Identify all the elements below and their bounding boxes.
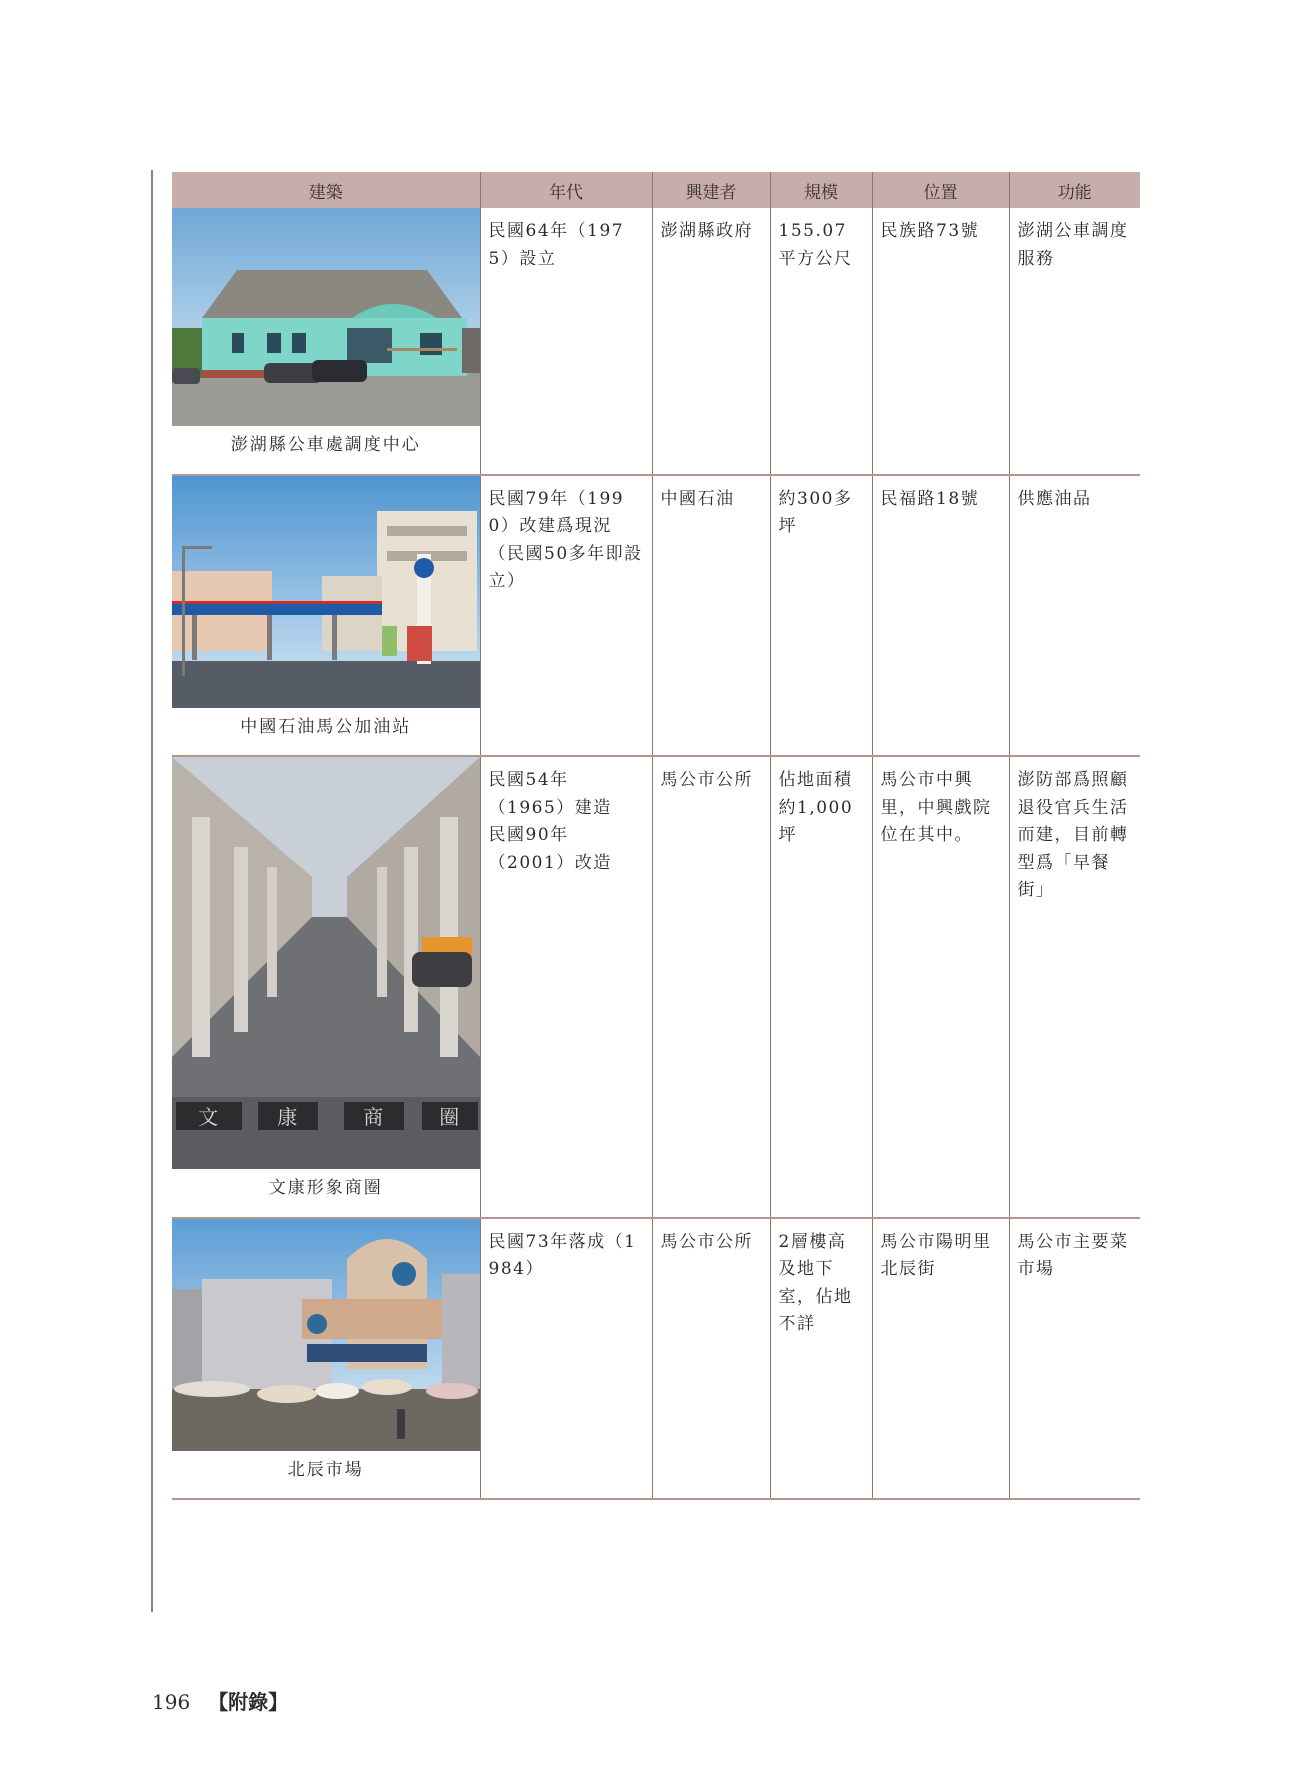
location-cell: 民族路73號: [872, 208, 1009, 475]
building-cell: [172, 208, 480, 475]
year-line: （2001）改造: [488, 852, 612, 873]
sign-char: 文: [198, 1105, 220, 1129]
function-cell: 供應油品: [1009, 475, 1140, 757]
bus-dispatch-center-photo: [172, 208, 480, 426]
function-cell: 澎湖公車調度服務: [1009, 208, 1140, 475]
year-cell: [480, 756, 652, 1218]
building-caption: 中國石油馬公加油站: [240, 716, 412, 737]
beichen-market-photo: [172, 1219, 480, 1451]
header-builder: 興建者: [652, 172, 770, 208]
table-row: [172, 208, 1140, 475]
builder-cell: 中國石油: [652, 475, 770, 757]
building-caption: 澎湖縣公車處調度中心: [230, 435, 421, 455]
header-building: 建築: [172, 172, 480, 208]
scale-cell: 約300多坪: [770, 475, 872, 757]
builder-cell: 澎湖縣政府: [652, 208, 770, 475]
location-cell: 民福路18號: [872, 475, 1009, 757]
sign-char: 圈: [439, 1105, 461, 1129]
year-cell: 民國64年（1975）設立: [480, 208, 652, 475]
sign-char: 商: [363, 1105, 385, 1129]
year-line: 民國54年: [488, 770, 569, 790]
year-cell: 民國73年落成（1984）: [480, 1218, 652, 1500]
builder-cell: 馬公市公所: [652, 756, 770, 1218]
function-cell: 馬公市主要菜市場: [1009, 1218, 1140, 1500]
building-cell: [172, 475, 480, 757]
page-footer: [152, 1686, 288, 1715]
section-label: 【附錄】: [208, 1690, 289, 1714]
building-caption: 北辰市場: [287, 1459, 364, 1480]
building-cell: [172, 756, 480, 1218]
location-cell: 馬公市陽明里北辰街: [872, 1218, 1009, 1500]
building-cell: [172, 1218, 480, 1500]
table-row: [172, 1218, 1140, 1500]
header-function: 功能: [1009, 172, 1140, 208]
scale-cell: 2層樓高及地下室，佔地不詳: [770, 1218, 872, 1500]
scale-cell: 佔地面積約1,000坪: [770, 756, 872, 1218]
header-scale: 規模: [770, 172, 872, 208]
building-caption: 文康形象商圈: [268, 1178, 383, 1198]
builder-cell: 馬公市公所: [652, 1218, 770, 1500]
year-line: 民國90年: [488, 825, 569, 845]
header-location: 位置: [872, 172, 1009, 208]
table-row: [172, 756, 1140, 1218]
year-cell: 民國79年（1990）改建爲現況（民國50多年即設立）: [480, 475, 652, 757]
margin-rule: [151, 170, 153, 1612]
gas-station-photo: [172, 476, 480, 708]
function-cell: 澎防部爲照顧退役官兵生活而建，目前轉型爲「早餐街」: [1009, 756, 1140, 1218]
year-line: （1965）建造: [488, 797, 612, 818]
wenkang-shopping-area-photo: [172, 757, 480, 1169]
table-header-row: [172, 172, 1140, 208]
sign-char: 康: [277, 1105, 299, 1129]
scale-cell: 155.07平方公尺: [770, 208, 872, 475]
appendix-table: [172, 172, 1140, 1500]
page-number: 196: [152, 1690, 191, 1714]
header-year: 年代: [480, 172, 652, 208]
table-row: [172, 475, 1140, 757]
location-cell: 馬公市中興里，中興戲院位在其中。: [872, 756, 1009, 1218]
